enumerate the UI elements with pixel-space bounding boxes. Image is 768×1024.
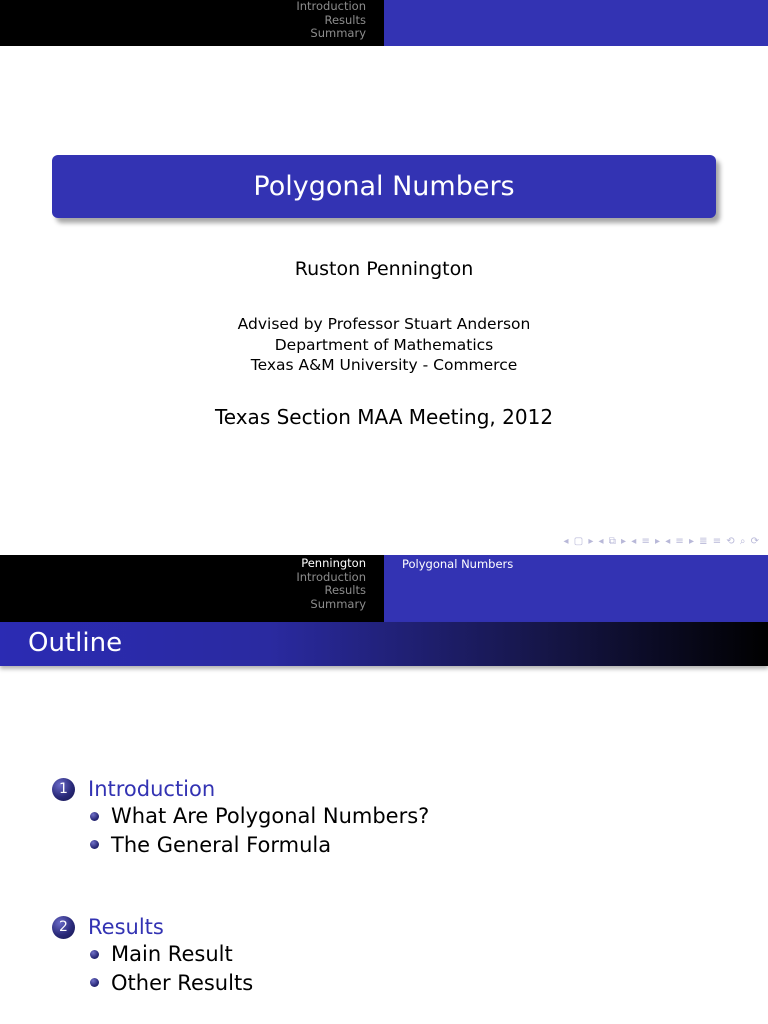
subsection-item[interactable]	[90, 969, 253, 998]
subsection-label[interactable]: What Are Polygonal Numbers?	[111, 804, 430, 829]
subsection-item[interactable]	[90, 802, 429, 831]
header-bar	[0, 555, 768, 622]
department-line: Department of Mathematics	[274, 335, 494, 354]
university-line: Texas A&M University - Commerce	[250, 356, 518, 374]
subsection-item[interactable]	[90, 940, 253, 969]
author-name: Ruston Pennington	[294, 258, 474, 280]
header-section-nav	[0, 555, 384, 622]
header-bar	[0, 0, 768, 46]
presentation-title: Polygonal Numbers	[52, 155, 716, 218]
section-heading[interactable]	[52, 914, 253, 940]
bullet-icon	[90, 840, 99, 849]
header-section-nav	[0, 0, 384, 46]
header-short-title: Polygonal Numbers	[402, 557, 514, 571]
subsection-label[interactable]: Main Result	[111, 942, 233, 967]
header-section-results[interactable]: Results	[324, 12, 366, 27]
header-title-area	[384, 0, 768, 46]
bullet-icon	[90, 812, 99, 821]
institute-block	[0, 314, 768, 376]
navigation-symbols-icon[interactable]: ◂ ▢ ▸ ◂ ⧉ ▸ ◂ ≡ ▸ ◂ ≡ ▸ ≣ ≡ ⟲ ⌕ ⟳	[563, 536, 760, 547]
frame-title: Outline	[28, 628, 123, 658]
outline-slide	[0, 555, 768, 1024]
header-section-introduction[interactable]: Introduction	[296, 0, 366, 13]
subsection-label[interactable]: The General Formula	[111, 832, 332, 857]
event-date: Texas Section MAA Meeting, 2012	[214, 405, 554, 429]
section-number-ball-icon: 2	[52, 916, 75, 939]
bullet-icon	[90, 950, 99, 959]
section-heading[interactable]	[52, 776, 429, 802]
header-section-summary[interactable]: Summary	[310, 596, 366, 611]
header-section-introduction[interactable]: Introduction	[296, 569, 366, 584]
section-title[interactable]: Results	[88, 915, 164, 939]
subsection-item[interactable]	[90, 831, 429, 860]
advisor-line: Advised by Professor Stuart Anderson	[237, 315, 531, 333]
header-title-area	[384, 555, 768, 622]
header-short-author: Pennington	[301, 556, 366, 570]
outline-section-results[interactable]	[52, 914, 253, 997]
section-title[interactable]: Introduction	[88, 777, 216, 801]
frame-title-bar	[0, 622, 768, 666]
header-section-summary[interactable]: Summary	[310, 26, 366, 41]
section-number-ball-icon: 1	[52, 778, 75, 801]
header-section-results[interactable]: Results	[324, 583, 366, 598]
subsection-label[interactable]: Other Results	[111, 970, 254, 995]
bullet-icon	[90, 978, 99, 987]
outline-section-introduction[interactable]	[52, 776, 429, 859]
